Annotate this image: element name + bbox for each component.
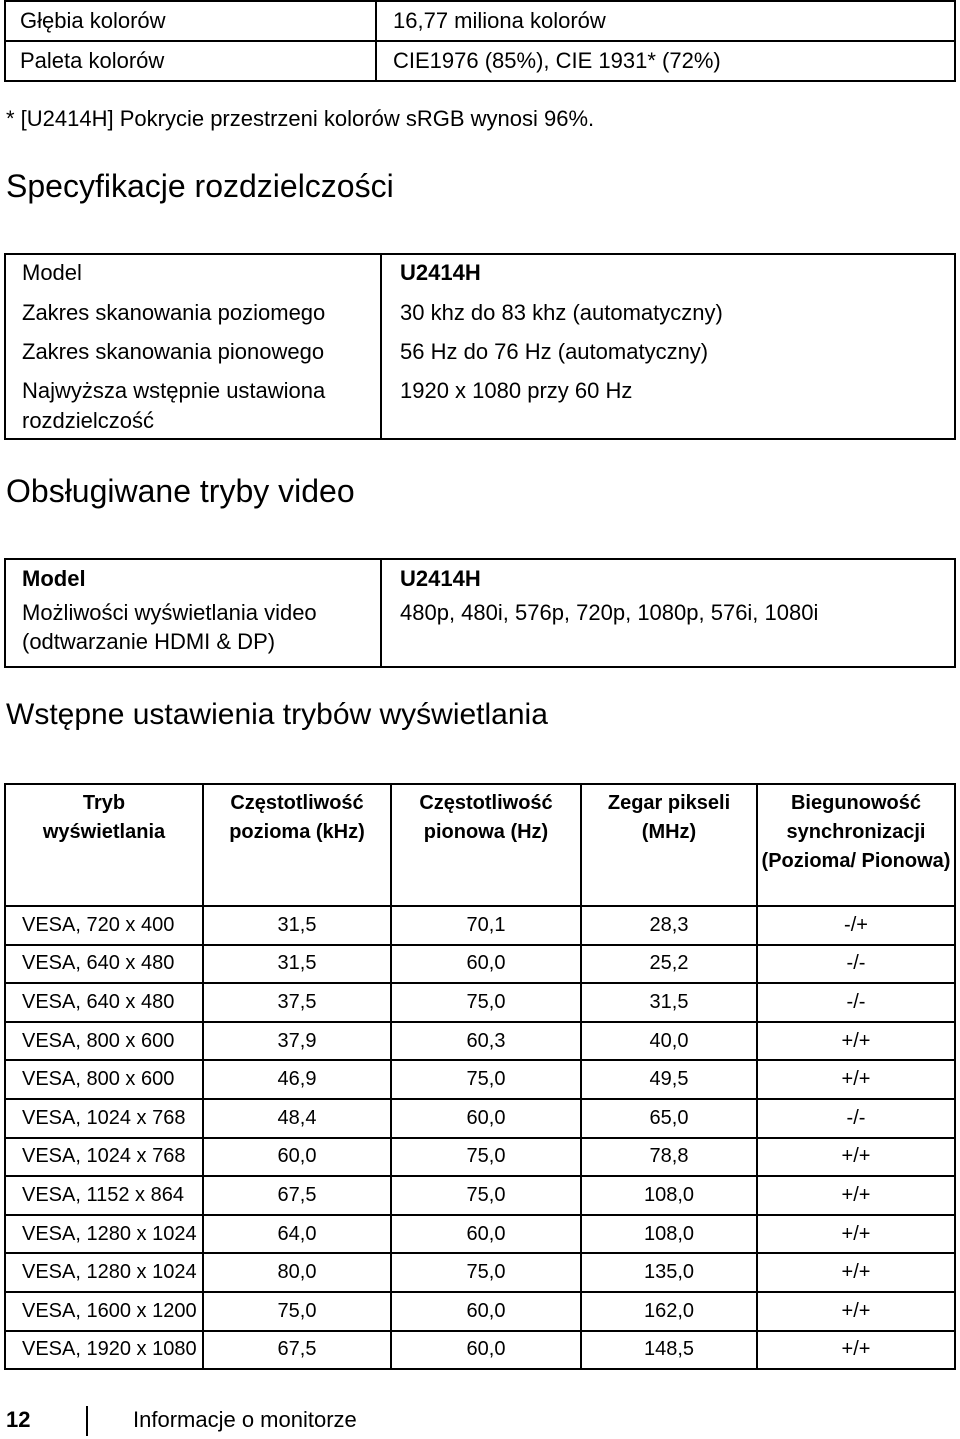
h-scan-value: 30 khz do 83 khz (automatyczny)	[400, 300, 723, 325]
model-value: U2414H	[400, 260, 481, 285]
mode-cell: VESA, 800 x 600	[5, 1060, 203, 1099]
video-capability-value: 480p, 480i, 576p, 720p, 1080p, 576i, 1080i	[400, 600, 819, 625]
v-scan-value: 56 Hz do 76 Hz (automatyczny)	[400, 339, 709, 364]
hfreq-cell: 80,0	[203, 1253, 391, 1292]
hfreq-cell: 48,4	[203, 1099, 391, 1138]
v-scan-label: Zakres skanowania pionowego	[22, 339, 325, 364]
mode-cell: VESA, 800 x 600	[5, 1022, 203, 1061]
preset-modes-body	[5, 906, 955, 1369]
table-row	[5, 1331, 955, 1370]
polarity-cell: +/+	[757, 1060, 955, 1099]
video-model-value: U2414H	[400, 566, 481, 591]
polarity-cell: -/+	[757, 906, 955, 945]
pixclock-cell: 40,0	[581, 1022, 757, 1061]
pixclock-cell: 28,3	[581, 906, 757, 945]
hfreq-cell: 37,9	[203, 1022, 391, 1061]
hfreq-cell: 31,5	[203, 906, 391, 945]
hfreq-cell: 31,5	[203, 945, 391, 984]
pixclock-cell: 162,0	[581, 1292, 757, 1331]
polarity-cell: -/-	[757, 983, 955, 1022]
mode-cell: VESA, 640 x 480	[5, 983, 203, 1022]
polarity-cell: +/+	[757, 1215, 955, 1254]
polarity-cell: +/+	[757, 1138, 955, 1177]
pixclock-cell: 25,2	[581, 945, 757, 984]
table-row	[5, 1253, 955, 1292]
hfreq-cell: 75,0	[203, 1292, 391, 1331]
polarity-cell: +/+	[757, 1176, 955, 1215]
table-row	[5, 1215, 955, 1254]
vfreq-cell: 60,0	[391, 945, 581, 984]
page-number: 12	[6, 1407, 31, 1432]
table-row	[5, 1292, 955, 1331]
polarity-cell: -/-	[757, 945, 955, 984]
preset-modes-heading: Wstępne ustawienia trybów wyświetlania	[6, 698, 548, 731]
srgb-footnote: * [U2414H] Pokrycie przestrzeni kolorów sRGB wynosi 96%.	[6, 106, 595, 131]
hfreq-cell: 64,0	[203, 1215, 391, 1254]
mode-cell: VESA, 1152 x 864	[5, 1176, 203, 1215]
footer-divider	[86, 1406, 88, 1436]
vfreq-cell: 70,1	[391, 906, 581, 945]
video-capability-label: Możliwości wyświetlania video (odtwarzanie HDMI & DP)	[22, 600, 317, 654]
pixclock-cell: 135,0	[581, 1253, 757, 1292]
table-row	[5, 41, 955, 81]
mode-cell: VESA, 1920 x 1080	[5, 1331, 203, 1370]
col-pixclock-header: Zegar pikseli (MHz)	[581, 784, 757, 906]
vfreq-cell: 60,0	[391, 1215, 581, 1254]
pixclock-cell: 78,8	[581, 1138, 757, 1177]
mode-cell: VESA, 1600 x 1200	[5, 1292, 203, 1331]
col-vfreq-header: Częstotliwość pionowa (Hz)	[391, 784, 581, 906]
color-depth-label: Głębia kolorów	[5, 1, 376, 41]
table-row	[5, 1060, 955, 1099]
hfreq-cell: 67,5	[203, 1331, 391, 1370]
model-label: Model	[22, 260, 82, 285]
vfreq-cell: 75,0	[391, 1176, 581, 1215]
vfreq-cell: 60,0	[391, 1331, 581, 1370]
col-hfreq-header: Częstotliwość pozioma (kHz)	[203, 784, 391, 906]
mode-cell: VESA, 1280 x 1024	[5, 1253, 203, 1292]
table-header-row	[5, 784, 955, 906]
preset-modes-table	[4, 783, 956, 1370]
vfreq-cell: 60,0	[391, 1099, 581, 1138]
color-gamut-value: CIE1976 (85%), CIE 1931* (72%)	[376, 41, 955, 81]
footer-section-title: Informacje o monitorze	[133, 1407, 357, 1432]
polarity-cell: +/+	[757, 1022, 955, 1061]
table-row	[5, 906, 955, 945]
mode-cell: VESA, 1024 x 768	[5, 1099, 203, 1138]
mode-cell: VESA, 1280 x 1024	[5, 1215, 203, 1254]
table-row	[5, 254, 955, 439]
pixclock-cell: 65,0	[581, 1099, 757, 1138]
polarity-cell: +/+	[757, 1331, 955, 1370]
table-row	[5, 1138, 955, 1177]
resolution-heading: Specyfikacje rozdzielczości	[6, 168, 394, 204]
vfreq-cell: 75,0	[391, 1138, 581, 1177]
col-mode-header: Tryb wyświetlania	[5, 784, 203, 906]
vfreq-cell: 75,0	[391, 983, 581, 1022]
pixclock-cell: 108,0	[581, 1215, 757, 1254]
vfreq-cell: 75,0	[391, 1060, 581, 1099]
table-row	[5, 559, 955, 667]
table-row	[5, 1, 955, 41]
pixclock-cell: 49,5	[581, 1060, 757, 1099]
table-row	[5, 1176, 955, 1215]
polarity-cell: -/-	[757, 1099, 955, 1138]
hfreq-cell: 60,0	[203, 1138, 391, 1177]
color-depth-value: 16,77 miliona kolorów	[376, 1, 955, 41]
pixclock-cell: 108,0	[581, 1176, 757, 1215]
pixclock-cell: 31,5	[581, 983, 757, 1022]
vfreq-cell: 75,0	[391, 1253, 581, 1292]
hfreq-cell: 67,5	[203, 1176, 391, 1215]
mode-cell: VESA, 720 x 400	[5, 906, 203, 945]
color-gamut-label: Paleta kolorów	[5, 41, 376, 81]
pixclock-cell: 148,5	[581, 1331, 757, 1370]
color-spec-table	[4, 0, 956, 82]
max-res-label: Najwyższa wstępnie ustawiona rozdzielczość	[22, 378, 326, 433]
polarity-cell: +/+	[757, 1292, 955, 1331]
table-row	[5, 1022, 955, 1061]
video-heading: Obsługiwane tryby video	[6, 473, 355, 509]
vfreq-cell: 60,0	[391, 1292, 581, 1331]
table-row	[5, 1099, 955, 1138]
resolution-spec-table	[4, 253, 956, 440]
vfreq-cell: 60,3	[391, 1022, 581, 1061]
video-modes-table	[4, 558, 956, 668]
max-res-value: 1920 x 1080 przy 60 Hz	[400, 378, 633, 403]
hfreq-cell: 37,5	[203, 983, 391, 1022]
col-polarity-header: Biegunowość synchronizacji (Pozioma/ Pionowa)	[757, 784, 955, 906]
h-scan-label: Zakres skanowania poziomego	[22, 300, 326, 325]
mode-cell: VESA, 1024 x 768	[5, 1138, 203, 1177]
table-row	[5, 945, 955, 984]
hfreq-cell: 46,9	[203, 1060, 391, 1099]
table-row	[5, 983, 955, 1022]
video-model-label: Model	[22, 566, 86, 591]
polarity-cell: +/+	[757, 1253, 955, 1292]
mode-cell: VESA, 640 x 480	[5, 945, 203, 984]
